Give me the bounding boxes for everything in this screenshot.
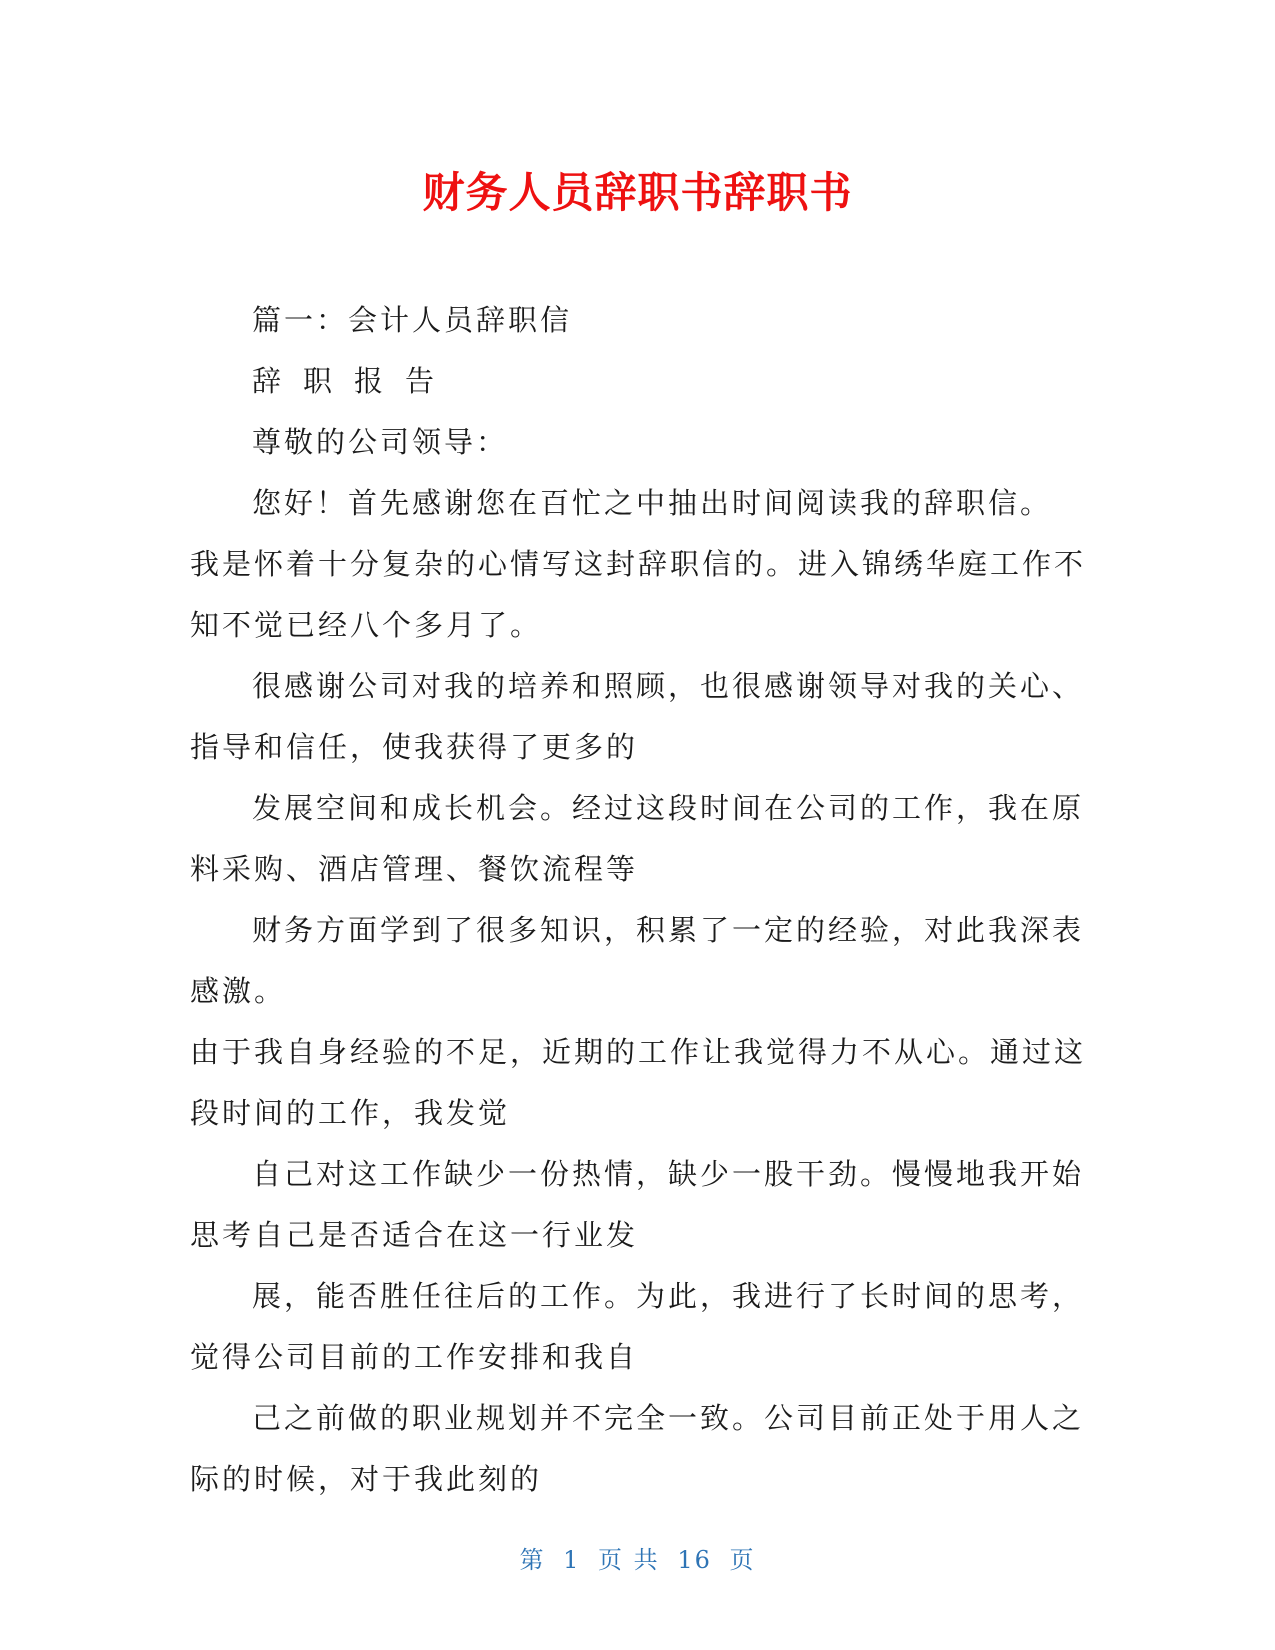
current-page-number: 1 <box>563 1546 581 1574</box>
paragraph-line: 感激。 <box>190 974 287 1008</box>
paragraph-line: 发展空间和成长机会。经过这段时间在公司的工作，我在原 <box>252 791 1085 825</box>
paragraph-line: 财务方面学到了很多知识，积累了一定的经验，对此我深表 <box>252 913 1085 947</box>
paragraph-line: 知不觉已经八个多月了。 <box>190 608 543 642</box>
salutation: 尊敬的公司领导： <box>252 425 509 459</box>
paragraph-line: 由于我自身经验的不足，近期的工作让我觉得力不从心。通过这 <box>190 1035 1087 1069</box>
paragraph-line: 料采购、酒店管理、餐饮流程等 <box>190 852 639 886</box>
paragraph-line: 己之前做的职业规划并不完全一致。公司目前正处于用人之 <box>252 1401 1085 1435</box>
footer-middle: 页 共 <box>598 1546 660 1574</box>
footer-prefix: 第 <box>519 1546 546 1574</box>
page-footer <box>0 1540 1275 1575</box>
document-body <box>190 290 1087 1510</box>
paragraph-line: 指导和信任，使我获得了更多的 <box>190 730 639 764</box>
paragraph-line: 很感谢公司对我的培养和照顾，也很感谢领导对我的关心、 <box>252 669 1085 703</box>
paragraph-line: 段时间的工作，我发觉 <box>190 1096 511 1130</box>
document-title: 财务人员辞职书辞职书 <box>422 168 853 217</box>
paragraph-line: 觉得公司目前的工作安排和我自 <box>190 1340 639 1374</box>
paragraph-line: 我是怀着十分复杂的心情写这封辞职信的。进入锦绣华庭工作不 <box>190 547 1087 581</box>
section-heading: 篇一：会计人员辞职信 <box>252 303 573 337</box>
paragraph-line: 自己对这工作缺少一份热情，缺少一股干劲。慢慢地我开始 <box>252 1157 1085 1191</box>
paragraph-line: 际的时候，对于我此刻的 <box>190 1462 543 1496</box>
footer-suffix: 页 <box>729 1546 756 1574</box>
total-page-count: 16 <box>677 1546 712 1574</box>
paragraph-line: 您好！首先感谢您在百忙之中抽出时间阅读我的辞职信。 <box>252 486 1053 520</box>
letter-heading: 辞职报告 <box>252 364 457 398</box>
paragraph-line: 展，能否胜任往后的工作。为此，我进行了长时间的思考， <box>252 1279 1085 1313</box>
paragraph-line: 思考自己是否适合在这一行业发 <box>190 1218 639 1252</box>
